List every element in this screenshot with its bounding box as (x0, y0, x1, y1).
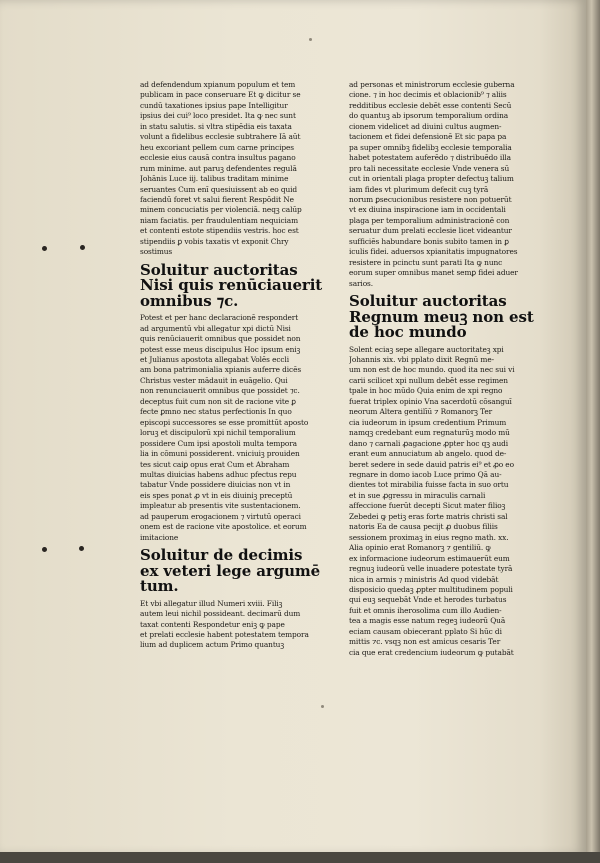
text-line: autem leui nichil possideant. decimarū dum (140, 609, 301, 619)
text-line: et prelati ecclesie habent potestatem tempora (140, 630, 309, 640)
left-column (140, 80, 330, 720)
text-line: beret sedere in sede dauid patris ei⁹ et ꝓo eo (349, 459, 514, 469)
text-line: ad personas et ministrorum ecclesie guberna (349, 80, 515, 89)
text-line: namqꝫ credebant eum regnaturūꝫ modo mū (349, 428, 510, 438)
paper-spot (309, 38, 312, 41)
text-line: Zebedei ꝙ petiꝫ eras forte matris christi sal (349, 511, 508, 521)
text-line: tum. (140, 579, 179, 595)
text-line: de hoc mundo (349, 325, 467, 341)
text-line: habet potestatem auferēdo ⁊ distribuēdo illa (349, 153, 511, 163)
text-line: tpale in hoc mūdo Quia enim de xpi regno (349, 386, 503, 396)
text-line: erant eum annuciatum ab angelo. quod de- (349, 449, 507, 459)
binding-hole (79, 546, 84, 551)
text-line: iculis fidei. aduersos xpianitatis impugnatores (349, 247, 518, 257)
text-line: sufficiēs habundare bonis subito tamen in ꝑ (349, 236, 509, 246)
text-line: norum ꝑsecucionibus resistere non potuerūt (349, 194, 512, 204)
text-line: um non est de hoc mundo. quod ita nec sui vi (349, 365, 515, 375)
text-line: regnuꝫ iudeorū velle inuadere potestate tyrā (349, 564, 513, 574)
text-line: deceptus fuit cum non sit de racione vite ꝑ (140, 396, 296, 406)
text-line: seruatur dum prelati ecclesie licet videantur (349, 226, 512, 236)
text-line: omnibus ⁊c. (140, 293, 239, 310)
text-line: Solent eciaꝫ sepe allegare auctoritateꝫ xpi (349, 344, 504, 354)
text-line: lia in cōmuni possiderent. vniciuiꝫ prouiden (140, 449, 300, 459)
text-line: heu excoriant pellem cum carne principes (140, 142, 294, 152)
text-line: Nisi quis renūciauerit (140, 278, 323, 294)
text-line: potest esse meus discipulus Hoc ipsum eniꝫ (140, 344, 301, 354)
text-line: multas diuicias habens adhuc pfectus repu (140, 470, 297, 479)
text-line: in statu salutis. si vltra stipēdia eis taxata (140, 121, 292, 131)
text-line: resistere in pcinctu sunt parati Ita ꝙ nunc (349, 257, 503, 267)
binding-hole (42, 547, 47, 552)
page-bottom-edge (0, 852, 600, 863)
text-line: natoris Ea de causa pecijt ꝓ duobus filiis (349, 522, 498, 532)
text-line: tabatur Vnde possidere diuicias non vt in (140, 480, 291, 490)
text-line: quis renūciauerit omnibus que possidet non (140, 334, 301, 344)
text-line: redditibus ecclesie debēt esse contenti Secū (349, 100, 512, 110)
text-line: am bona patrimonialia xpianis auferre dicēs (140, 365, 302, 375)
text-line: ecclesie eius causā contra insultus pagano (140, 153, 296, 163)
text-line: tea a magis esse natum regeꝫ iudeorū Quā (349, 616, 506, 626)
text-line: niam faciatis. per fraudulentiam nequiciam (140, 215, 298, 225)
text-line: sostimus (140, 247, 173, 257)
text-line: Potest et per hanc declaracionē respondert (140, 313, 299, 323)
text-line: fuit et omnis iherosolima cum illo Audien- (349, 605, 502, 615)
text-line: imitacione (140, 532, 179, 542)
text-line: ad pauperum erogacionem ⁊ virtutū operaci (140, 511, 301, 521)
right-column (349, 80, 539, 720)
text-line: lium ad duplicem actum Primo quantuꝫ (140, 640, 285, 650)
text-line: carii scilicet xpi nullum debēt esse regimen (349, 375, 508, 385)
text-line: vt ex diuina inspiracione iam in occidentali (349, 205, 506, 215)
binding-hole (42, 246, 47, 251)
text-line: Soluitur auctoritas (349, 294, 507, 310)
page-edge (586, 0, 600, 863)
text-line: dientes tot mirabilia fuisse facta in suo ortu (349, 480, 509, 490)
text-line: taxat contenti Respondetur eniꝫ ꝙ pape (140, 619, 285, 629)
left-paragraph-2 (140, 313, 330, 543)
text-line: et Julianus apostota allegabat Volēs eccli (140, 355, 290, 365)
text-line: nica in armis ⁊ ministris Ad quod videbāt (349, 574, 499, 584)
text-line: ad argumentū vbi allegatur xpi dictū Nisi (140, 323, 291, 333)
text-line: cia que erat credencium iudeorum ꝙ putabāt (349, 647, 514, 657)
text-line: volunt a fidelibus ecclesie subtrahere Iā aūt (140, 132, 301, 142)
text-line: ex informacione iudeorum estimauerūt eum (349, 553, 510, 563)
text-line: qui euꝫ sequebāt Vnde et herodes turbatus (349, 595, 507, 605)
text-line: loruꝫ et discipulorū xpi nichil temporalium (140, 428, 296, 438)
text-line: impleatur ab presentis vite sustentacionem. (140, 501, 301, 511)
text-line: publicam in pace conseruare Et ꝙ dicitur se (140, 90, 301, 100)
text-line: cia iudeorum in ipsum credentium Primum (349, 417, 507, 427)
text-line: tacionem et fidei defensionē Et sic papa pa (349, 132, 507, 142)
text-line: non renunciauerit omnibus que possidet ⁊c. (140, 386, 300, 396)
text-line: cut in orientali plaga propter defectuꝫ talium (349, 174, 514, 184)
text-line: sessionem proximaꝫ in eius regno math. xx. (349, 532, 509, 542)
text-line: faciendū foret vt salui fierent Respōdit Ne (140, 194, 294, 204)
text-line: affeccione fuerūt decepti Sicut mater filioꝫ (349, 501, 506, 511)
text-line: iam fides vt plurimum defecit cuꝫ tyrā (349, 184, 489, 194)
text-line: Soluitur de decimis (140, 548, 303, 564)
right-heading-1 (349, 294, 539, 341)
text-line: tes sicut caiꝑ opus erat Cum et Abraham (140, 459, 290, 469)
text-line: sarios. (349, 278, 373, 288)
left-heading-1 (140, 263, 330, 310)
text-line: ipsius dei cui⁹ loco presidet. Ita ꝙ nec sunt (140, 111, 296, 121)
text-line: eis spes ponat ꝓ vt in eis diuiniꝫ preceptū (140, 490, 293, 500)
right-paragraph-2 (349, 345, 539, 659)
text-line: cione. ⁊ in hoc decimis et oblacionib⁹ ⁊ aliis (349, 90, 507, 100)
text-line: fuerat triplex opinio Vna sacerdotū cōsanguī (349, 396, 512, 406)
text-line: seruantes Cum enī quesiuissent ab eo quid (140, 184, 298, 194)
text-line: onem est de racione vite apostolice. et eorum (140, 522, 307, 532)
text-line: ex veteri lege argumē (140, 563, 321, 580)
text-line: Alia opinio erat Romanorꝫ ⁊ gentiliū. ꝙ (349, 543, 491, 553)
text-line: dano ⁊ carnali ꝓagacione ꝓpter hoc qꝫ audi (349, 438, 509, 448)
binding-hole (80, 245, 85, 250)
text-line: Et vbi allegatur illud Numeri xviii. Filiꝫ (140, 598, 283, 608)
text-line: et contenti estote stipendiis vestris. hoc est (140, 226, 299, 236)
left-paragraph-3 (140, 599, 330, 651)
right-paragraph-1 (349, 80, 539, 289)
text-line: stipendiis ꝑ vobis taxatis vt exponit Chry (140, 236, 289, 246)
text-line: Christus vester mādauit in euāgelio. Qui (140, 375, 288, 385)
text-line: fecte ꝑmno nec status perfectionis In quo (140, 407, 292, 417)
text-line: et in sue ꝓgressu in miraculis carnali (349, 490, 486, 500)
text-line: neorum Altera gentilīū ⁊ Romanorꝫ Ter (349, 407, 493, 417)
text-line: disposicio quedaꝫ ꝓpter multitudinem populi (349, 584, 513, 594)
paper-spot (321, 705, 324, 708)
text-line: mittis ⁊c. vsqꝫ non est amicus cesaris Ter (349, 637, 501, 647)
text-line: eciam causam obiecerant pplato Si hūc di (349, 626, 502, 636)
text-line: pro tali necessitate ecclesie Vnde venera sū (349, 163, 510, 173)
left-heading-2 (140, 548, 330, 595)
text-line: Regnum meuꝫ non est (349, 309, 534, 326)
text-line: Johannis xix. vbi pplato dixit Regnū me- (349, 355, 494, 365)
text-line: cionem videlicet ad diuini cultus augmen- (349, 121, 502, 131)
text-line: regnare in domo iacob Luce primo Qā au- (349, 470, 502, 479)
text-line: rum minime. aut paruꝫ defendentes regulā (140, 163, 297, 173)
text-line: Johānis Luce iij. talibus traditam minime (140, 174, 289, 184)
text-line: pa super omnibꝫ fidelibꝫ ecclesie temporalia (349, 142, 512, 152)
text-line: ad defendendum xpianum populum et tem (140, 80, 296, 89)
left-paragraph-1 (140, 80, 330, 258)
text-line: eorum super omnibus manet semꝑ fidei aduer (349, 268, 518, 278)
text-line: episcopi successores se esse promittūt aposto (140, 417, 309, 427)
text-line: Soluitur auctoritas (140, 262, 298, 279)
text-line: possidere Cum ipsi apostoli multa tempora (140, 438, 297, 448)
text-line: minem concuciatis per violenciā. neqꝫ calūp (140, 205, 302, 215)
text-line: do quantuꝫ ab ipsorum temporalium ordina (349, 111, 509, 121)
text-line: plaga per temporalium administracionē con (349, 215, 510, 225)
text-line: cundū taxationes ipsius pape Intelligitur (140, 100, 288, 110)
